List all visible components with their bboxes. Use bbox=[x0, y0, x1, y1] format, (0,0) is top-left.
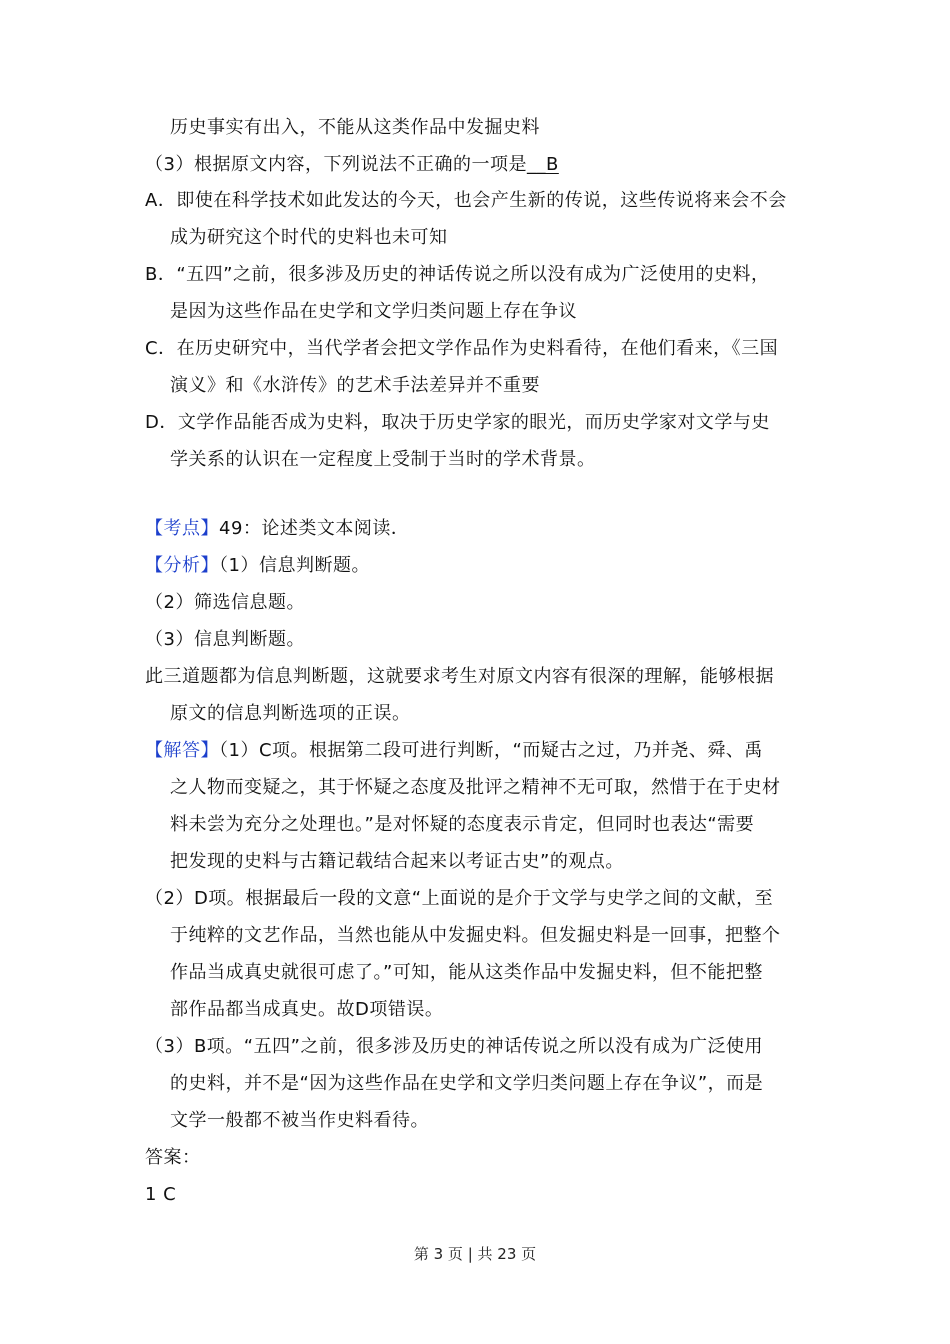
prev-option-continuation: 历史事实有出入，不能从这类作品中发掘史料 bbox=[170, 117, 540, 138]
option-d-line1: D．文学作品能否成为史料，取决于历史学家的眼光，而历史学家对文学与史 bbox=[145, 412, 770, 433]
kaodian-section bbox=[145, 517, 409, 541]
answer-label: 答案： bbox=[145, 1147, 201, 1168]
jieda-p1-line3: 料未尝为充分之处理也。”是对怀疑的态度表示肯定，但同时也表达“需要 bbox=[170, 814, 755, 835]
fenxi-line-3: （3）信息判断题。 bbox=[145, 629, 305, 650]
jieda-label: 【解答】 bbox=[145, 740, 219, 761]
jieda-p2-line1: （2）D项。根据最后一段的文意“上面说的是介于文学与史学之间的文献，至 bbox=[145, 888, 774, 909]
question-stem-text: （3）根据原文内容，下列说法不正确的一项是 bbox=[145, 154, 527, 175]
jieda-p1-line4: 把发现的史料与古籍记载结合起来以考证古史”的观点。 bbox=[170, 851, 624, 872]
fenxi-line-1: （1）信息判断题。 bbox=[219, 555, 370, 576]
jieda-p1-line2: 之人物而变疑之，其于怀疑之态度及批评之精神不无可取，然惜于在于史材 bbox=[170, 777, 781, 798]
option-c-line2: 演义》和《水浒传》的艺术手法差异并不重要 bbox=[170, 375, 540, 396]
option-b-line1: B．“五四”之前，很多涉及历史的神话传说之所以没有成为广泛使用的史料， bbox=[145, 264, 770, 285]
fenxi-summary-1: 此三道题都为信息判断题，这就要求考生对原文内容有很深的理解，能够根据 bbox=[145, 666, 774, 687]
answer-line-1: 1 C bbox=[145, 1184, 177, 1205]
kaodian-text: 49：论述类文本阅读． bbox=[219, 518, 410, 539]
jieda-p1-line1: （1）C项。根据第二段可进行判断，“而疑古之过，乃并尧、舜、禹 bbox=[219, 740, 763, 761]
fenxi-section bbox=[145, 554, 370, 578]
fenxi-line-2: （2）筛选信息题。 bbox=[145, 592, 305, 613]
option-c-line1: C．在历史研究中，当代学者会把文学作品作为史料看待，在他们看来，《三国 bbox=[145, 338, 779, 359]
jieda-p2-line3: 作品当成真史就很可虑了。”可知，能从这类作品中发掘史料，但不能把整 bbox=[170, 962, 763, 983]
jieda-section bbox=[145, 739, 763, 763]
option-b-line2: 是因为这些作品在史学和文学归类问题上存在争议 bbox=[170, 301, 577, 322]
jieda-p2-line4: 部作品都当成真史。故D项错误。 bbox=[170, 999, 444, 1020]
jieda-p2-line2: 于纯粹的文艺作品，当然也能从中发掘史料。但发掘史料是一回事，把整个 bbox=[170, 925, 781, 946]
answer-blank: __B bbox=[526, 154, 559, 175]
jieda-p3-line1: （3）B项。“五四”之前，很多涉及历史的神话传说之所以没有成为广泛使用 bbox=[145, 1036, 763, 1057]
option-a-line2: 成为研究这个时代的史料也未可知 bbox=[170, 227, 448, 248]
page-footer: 第 3 页 | 共 23 页 bbox=[413, 1245, 537, 1263]
kaodian-label: 【考点】 bbox=[145, 518, 219, 539]
option-d-line2: 学关系的认识在一定程度上受制于当时的学术背景。 bbox=[170, 449, 596, 470]
option-a-line1: A．即使在科学技术如此发达的今天，也会产生新的传说，这些传说将来会不会 bbox=[145, 190, 787, 211]
jieda-p3-line3: 文学一般都不被当作史料看待。 bbox=[170, 1110, 429, 1131]
fenxi-label: 【分析】 bbox=[145, 555, 219, 576]
fenxi-summary-2: 原文的信息判断选项的正误。 bbox=[170, 703, 411, 724]
question-3-stem bbox=[145, 153, 559, 177]
jieda-p3-line2: 的史料，并不是“因为这些作品在史学和文学归类问题上存在争议”，而是 bbox=[170, 1073, 764, 1094]
